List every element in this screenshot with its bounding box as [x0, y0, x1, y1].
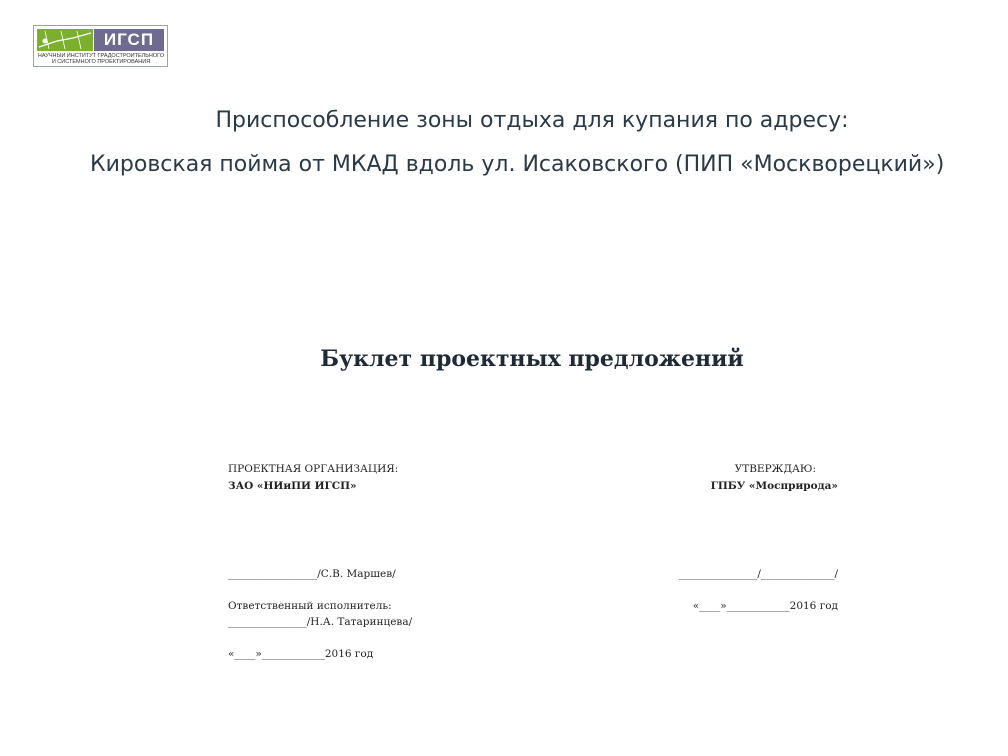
- signature-marshev: _________________/С.В. Маршев/: [228, 568, 396, 580]
- approve-date: «____»____________2016 год: [692, 600, 838, 612]
- logo-brand: ИГСП: [94, 29, 164, 51]
- signature-tatarintseva: _______________/Н.А. Татаринцева/: [228, 616, 413, 628]
- approve-label: УТВЕРЖДАЮ:: [734, 463, 816, 475]
- heading-line2: Кировская пойма от МКАД вдоль ул. Исаковского (ПИП «Москворецкий»): [90, 152, 945, 177]
- heading-line1: Приспособление зоны отдыха для купания по адресу:: [215, 108, 849, 133]
- booklet-title: Буклет проектных предложений: [320, 346, 744, 372]
- approve-signature: _______________/______________/: [678, 568, 838, 580]
- approve-org: ГПБУ «Мосприрода»: [710, 480, 838, 492]
- logo-subtitle: [37, 53, 165, 65]
- logo-subtitle-line1: НАУЧНЫЙ ИНСТИТУТ ГРАДОСТРОИТЕЛЬНОГО: [37, 53, 165, 59]
- org-label: ПРОЕКТНАЯ ОРГАНИЗАЦИЯ:: [228, 463, 399, 475]
- logo-subtitle-line2: И СИСТЕМНОГО ПРОЕКТИРОВАНИЯ: [51, 59, 151, 65]
- logo-map-mark-icon: [37, 29, 93, 51]
- responsible-label: Ответственный исполнитель:: [228, 600, 392, 612]
- company-logo: [33, 25, 168, 67]
- org-name: ЗАО «НИиПИ ИГСП»: [228, 480, 357, 492]
- org-date: «____»____________2016 год: [228, 648, 374, 660]
